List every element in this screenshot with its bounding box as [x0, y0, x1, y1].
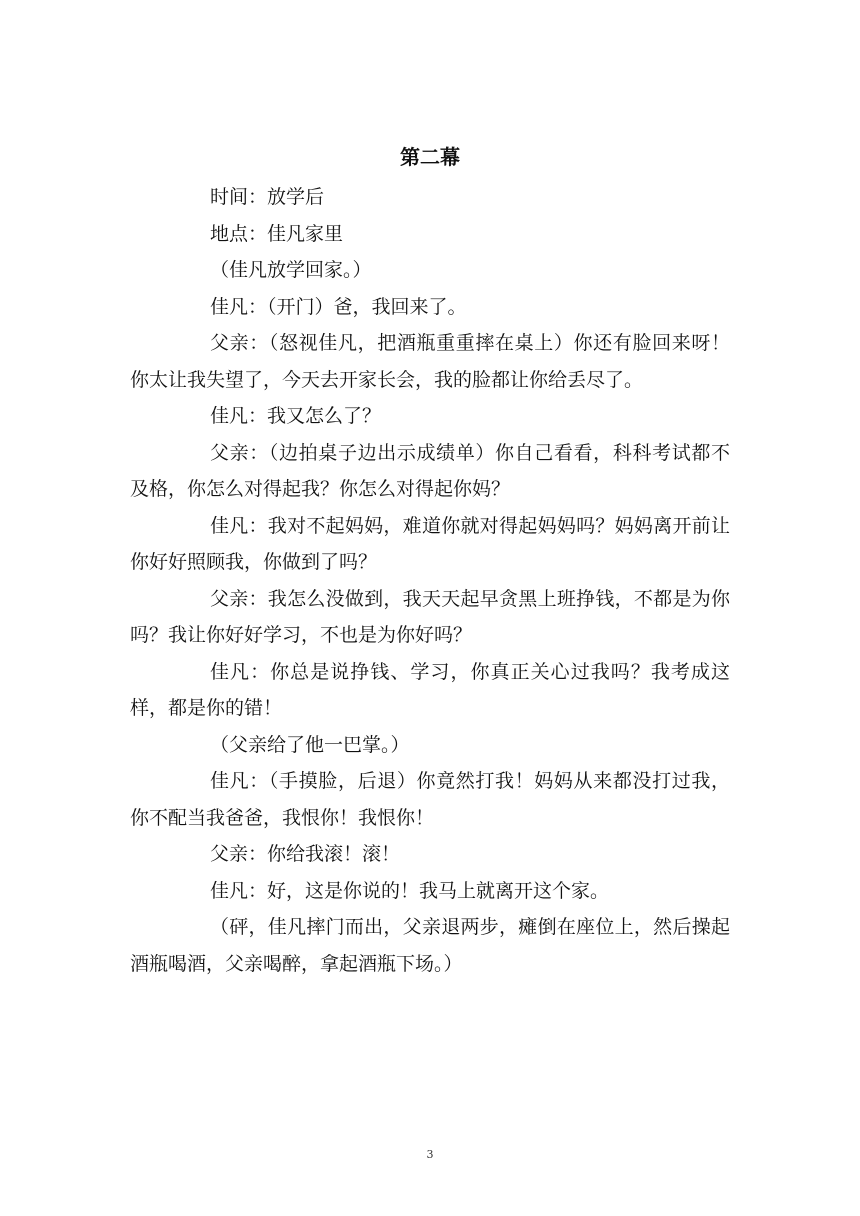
dialogue-line: 父亲：你给我滚！滚！: [210, 843, 401, 865]
dialogue-line: 佳凡：（开门）爸，我回来了。: [210, 295, 467, 318]
script-body: [130, 179, 730, 982]
dialogue-line: 父亲：（边拍桌子边出示成绩单）你自己看看，科科考试都不及格，你怎么对得起我？你怎么对得起你妈？: [130, 441, 730, 500]
dialogue-line: 佳凡：我对不起妈妈，难道你就对得起妈妈吗？妈妈离开前让你好好照顾我，你做到了吗？: [130, 514, 730, 573]
dialogue-line: 佳凡：（手摸脸，后退）你竟然打我！妈妈从来都没打过我，你不配当我爸爸，我恨你！我恨你！: [130, 770, 730, 829]
stage-direction: （父亲给了他一巴掌。）: [210, 733, 410, 756]
dialogue-line: 佳凡：我又怎么了？: [210, 405, 382, 427]
page-number: 3: [426, 1148, 434, 1161]
stage-direction: （砰，佳凡摔门而出，父亲退两步，瘫倒在座位上，然后操起酒瓶喝酒，父亲喝醉，拿起酒瓶下场。）: [130, 916, 730, 975]
dialogue-line: 佳凡：好，这是你说的！我马上就离开这个家。: [210, 879, 610, 902]
dialogue-line: 父亲：我怎么没做到，我天天起早贪黑上班挣钱，不都是为你吗？我让你好好学习，不也是为你好吗？: [130, 587, 730, 646]
act-title: 第二幕: [400, 145, 460, 169]
scene-time: 时间：放学后: [210, 186, 325, 208]
stage-direction: （佳凡放学回家。）: [210, 259, 372, 281]
scene-location: 地点：佳凡家里: [210, 222, 344, 245]
dialogue-line: 父亲：（怒视佳凡，把酒瓶重重摔在桌上）你还有脸回来呀！你太让我失望了，今天去开家长会，我的脸都让你给丢尽了。: [130, 332, 730, 391]
dialogue-line: 佳凡：你总是说挣钱、学习，你真正关心过我吗？我考成这样，都是你的错！: [130, 660, 730, 719]
